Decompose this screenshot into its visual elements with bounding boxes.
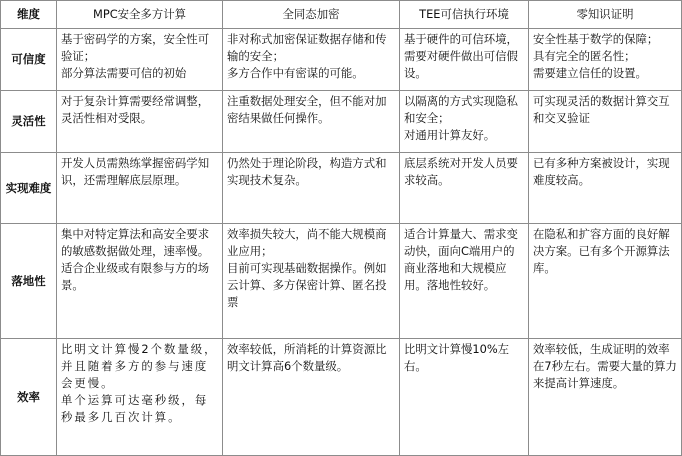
- cell-text: 对于复杂计算需要经常调整，灵活性相对受限。: [61, 94, 210, 125]
- cell-fhe-credibility: [223, 29, 400, 91]
- header-row: [1, 1, 682, 29]
- header-tee: TEE可信执行环境: [400, 1, 529, 29]
- cell-tee-credibility: [400, 29, 529, 91]
- cell-text: 基于密码学的方案，安全性可验证；: [61, 32, 210, 63]
- cell-text: 底层系统对开发人员要求较高。: [404, 156, 518, 187]
- table-row: [1, 153, 682, 224]
- row-label-credibility: 可信度: [1, 29, 57, 91]
- table-row: [1, 224, 682, 339]
- cell-zkp-efficiency: [529, 339, 682, 456]
- cell-tee-flexibility: [400, 91, 529, 153]
- cell-mpc-credibility: [57, 29, 223, 91]
- cell-text: 效率较低，所消耗的计算资源比明文计算高6个数量级。: [227, 342, 387, 373]
- row-label-efficiency: 效率: [1, 339, 57, 456]
- cell-text: 集中对特定算法和高安全要求的敏感数据做处理，速率慢。适合企业级或有限参与方的场景。: [61, 227, 210, 292]
- cell-text: 多方合作中有密谋的可能。: [227, 66, 364, 80]
- cell-text: 开发人员需熟练掌握密码学知识，还需理解底层原理。: [61, 156, 210, 187]
- cell-text: 非对称式加密保证数据存储和传输的安全；: [227, 32, 387, 63]
- header-zkp: 零知识证明: [529, 1, 682, 29]
- cell-fhe-adoption: [223, 224, 400, 339]
- cell-text: 部分算法需要可信的初始: [61, 66, 187, 80]
- cell-text: 已有多种方案被设计，实现难度较高。: [533, 156, 670, 187]
- row-label-adoption: 落地性: [1, 224, 57, 339]
- cell-fhe-flexibility: [223, 91, 400, 153]
- cell-text: 具有完全的匿名性；: [533, 49, 636, 63]
- cell-zkp-adoption: [529, 224, 682, 339]
- cell-mpc-difficulty: [57, 153, 223, 224]
- header-mpc: MPC安全多方计算: [57, 1, 223, 29]
- table-row: [1, 91, 682, 153]
- cell-text: 对通用计算友好。: [404, 128, 496, 142]
- cell-text: 适合计算量大、需求变动快，面向C端用户的商业落地和大规模应用。落地性较好。: [404, 227, 518, 292]
- table-row: [1, 29, 682, 91]
- cell-mpc-adoption: [57, 224, 223, 339]
- cell-mpc-flexibility: [57, 91, 223, 153]
- cell-zkp-difficulty: [529, 153, 682, 224]
- header-fhe: 全同态加密: [223, 1, 400, 29]
- cell-zkp-credibility: [529, 29, 682, 91]
- cell-text: 需要建立信任的设置。: [533, 66, 647, 80]
- cell-text: 以隔离的方式实现隐私和安全；: [404, 94, 518, 125]
- cell-text: 单个运算可达毫秒级，每秒最多几百次计算。: [61, 393, 209, 424]
- cell-text: 效率损失较大，尚不能大规模商业应用；: [227, 227, 387, 258]
- cell-text: 基于硬件的可信环境，需要对硬件做出可信假设。: [404, 32, 518, 80]
- cell-text: 安全性基于数学的保障；: [533, 32, 659, 46]
- cell-fhe-efficiency: [223, 339, 400, 456]
- cell-tee-efficiency: [400, 339, 529, 456]
- cell-text: 效率较低，生成证明的效率在7秒左右。需要大量的算力来提高计算速度。: [533, 342, 677, 390]
- cell-text: 仍然处于理论阶段，构造方式和实现技术复杂。: [227, 156, 387, 187]
- cell-text: 比明文计算慢10%左右。: [404, 342, 510, 373]
- cell-tee-adoption: [400, 224, 529, 339]
- cell-mpc-efficiency: [57, 339, 223, 456]
- row-label-flexibility: 灵活性: [1, 91, 57, 153]
- cell-tee-difficulty: [400, 153, 529, 224]
- table-row: [1, 339, 682, 456]
- cell-text: 目前可实现基础数据操作。例如云计算、多方保密计算、匿名投票: [227, 261, 387, 309]
- header-dimension: 维度: [1, 1, 57, 29]
- cell-text: 可实现灵活的数据计算交互和交叉验证: [533, 94, 670, 125]
- row-label-difficulty: 实现难度: [1, 153, 57, 224]
- cell-text: 在隐私和扩容方面的良好解决方案。已有多个开源算法库。: [533, 227, 670, 275]
- cell-zkp-flexibility: [529, 91, 682, 153]
- cell-fhe-difficulty: [223, 153, 400, 224]
- cell-text: 注重数据处理安全，但不能对加密结果做任何操作。: [227, 94, 387, 125]
- cell-text: 比明文计算慢2个数量级，并且随着多方的参与速度会更慢。: [61, 342, 218, 390]
